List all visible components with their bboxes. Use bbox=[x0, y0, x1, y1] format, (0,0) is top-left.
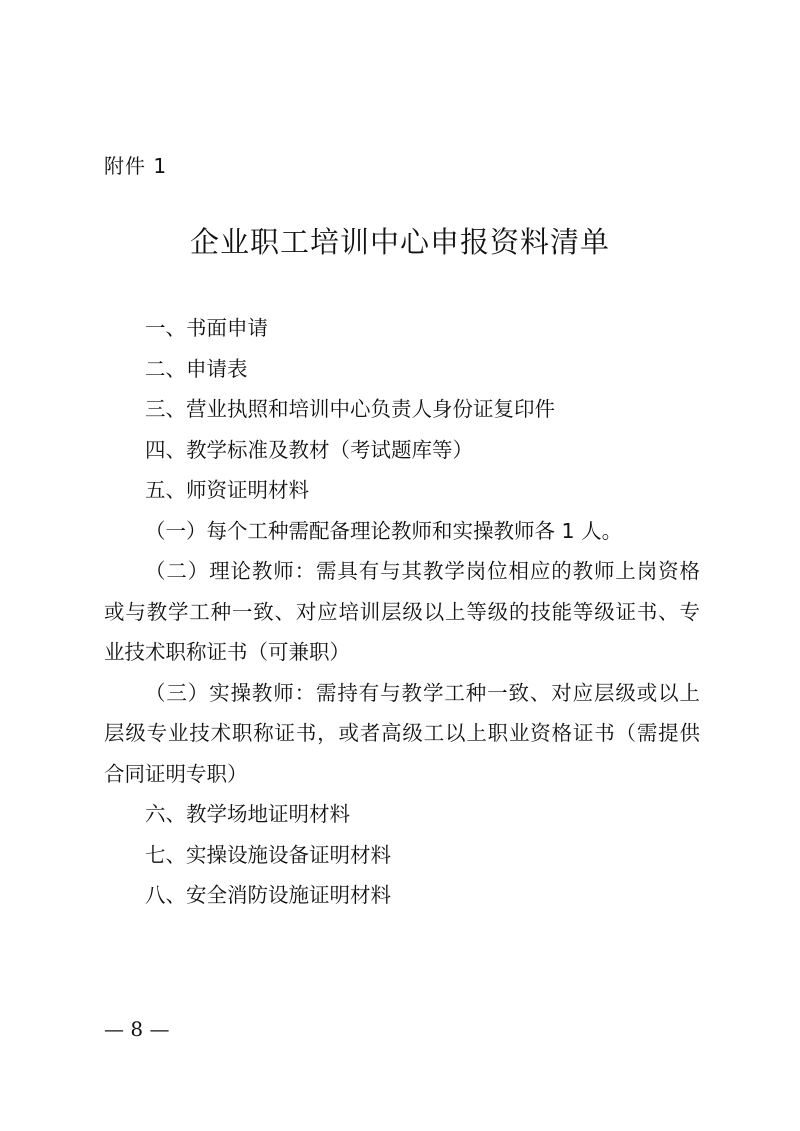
list-item: 二、申请表 bbox=[145, 356, 248, 381]
list-item: 四、教学标准及教材（考试题库等） bbox=[145, 437, 473, 462]
sub-item-3-line-1: （三）实操教师：需持有与教学工种一致、对应层级或以上 bbox=[145, 680, 700, 705]
sub-item-2-line-2: 或与教学工种一致、对应培训层级以上等级的技能等级证书、专 bbox=[104, 599, 700, 624]
list-item: 三、营业执照和培训中心负责人身份证复印件 bbox=[145, 397, 555, 421]
sub-item-3-line-3: 合同证明专职） bbox=[104, 761, 248, 786]
sub-item-2-line-1: （二）理论教师：需具有与其教学岗位相应的教师上岗资格 bbox=[145, 559, 700, 583]
list-item: 七、实操设施设备证明材料 bbox=[145, 842, 391, 867]
attachment-label: 附件 1 bbox=[104, 154, 168, 178]
list-item: 六、教学场地证明材料 bbox=[145, 802, 350, 826]
sub-item-1: （一）每个工种需配备理论教师和实操教师各 1 人。 bbox=[145, 518, 623, 543]
list-item: 五、师资证明材料 bbox=[145, 478, 309, 502]
page-number: — 8 — bbox=[104, 1017, 170, 1041]
sub-item-3-line-2: 层级专业技术职称证书，或者高级工以上职业资格证书（需提供 bbox=[104, 721, 700, 745]
document-title: 企业职工培训中心申报资料清单 bbox=[189, 225, 610, 259]
document-body bbox=[104, 308, 700, 916]
list-item: 八、安全消防设施证明材料 bbox=[145, 883, 391, 907]
list-item: 一、书面申请 bbox=[145, 316, 268, 340]
sub-item-2-line-3: 业技术职称证书（可兼职） bbox=[104, 640, 350, 664]
